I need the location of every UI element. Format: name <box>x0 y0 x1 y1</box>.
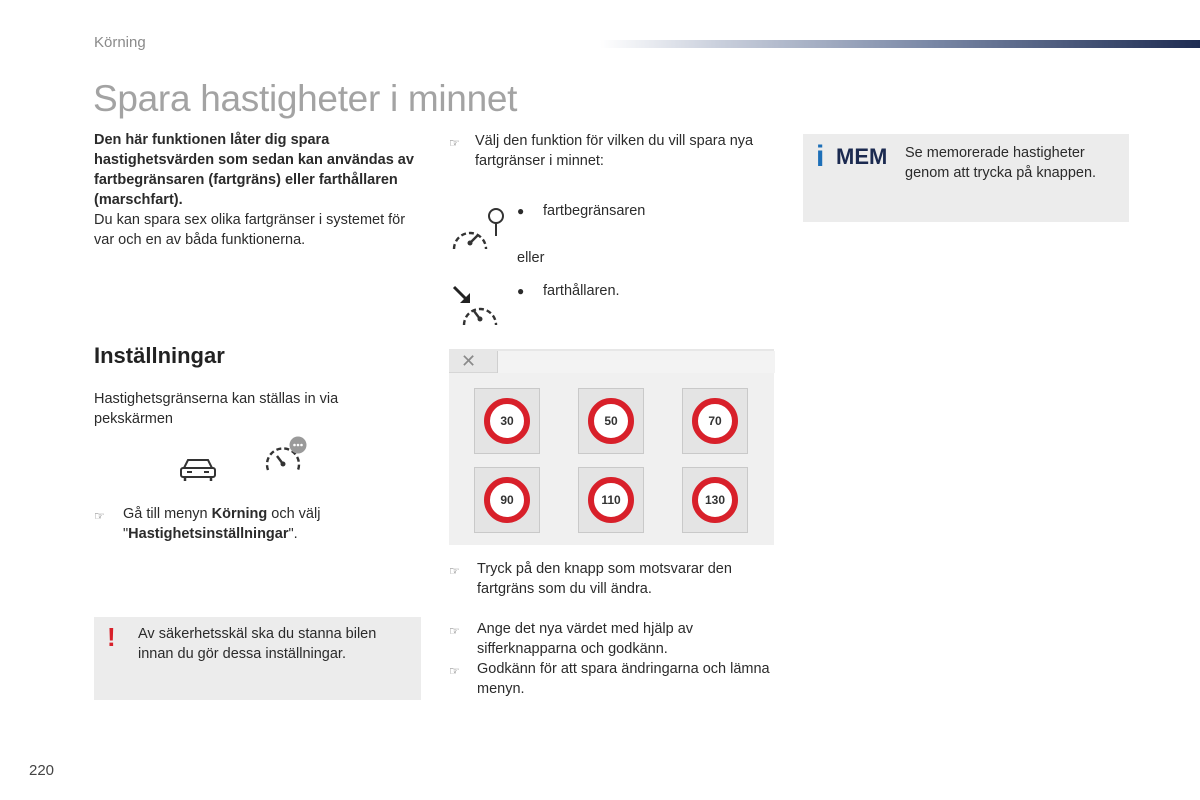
intro-bold-text: Den här funktionen låter dig spara hastighetsvärden som sedan kan användas av fartbegränsaren (fartgräns) eller farthållaren (marschfart). <box>94 132 414 208</box>
warning-text: Av säkerhetsskäl ska du stanna bilen innan du gör dessa inställningar. <box>138 626 377 662</box>
speed-button-70[interactable] <box>682 388 748 454</box>
info-text: Se memorerade hastigheter genom att trycka på knappen. <box>905 145 1097 181</box>
or-text: eller <box>517 250 545 266</box>
step-tap <box>449 559 779 599</box>
step-enter <box>449 619 779 659</box>
speed-button-110[interactable] <box>578 467 644 533</box>
option-cruise-control <box>517 281 620 301</box>
speed-sign-130: 130 <box>692 477 738 523</box>
speed-sign-70: 70 <box>692 398 738 444</box>
settings-text: Hastighetsgränserna kan ställas in via pekskärmen <box>94 391 339 427</box>
instruction-prefix: Gå till menyn <box>123 506 212 522</box>
instruction-item-name: Hastighetsinställningar <box>128 526 289 542</box>
step-confirm-text: Godkänn för att spara ändringarna och lämna menyn. <box>477 661 770 697</box>
instruction-middle: och välj <box>267 506 321 522</box>
speed-limiter-icon <box>450 205 510 260</box>
option-speed-limiter <box>517 201 645 221</box>
bullet-dot: ● <box>517 284 525 298</box>
step-tap-text: Tryck på den knapp som motsvarar den fartgräns som du vill ändra. <box>477 561 732 597</box>
option-speed-limiter-label: fartbegränsaren <box>543 203 646 219</box>
step-confirm <box>449 659 779 699</box>
page-title: Spara hastigheter i minnet <box>93 78 518 119</box>
speed-sign-50: 50 <box>588 398 634 444</box>
select-function-text: Välj den funktion för vilken du vill spara nya fartgränser i minnet: <box>475 133 754 169</box>
page-number: 220 <box>29 762 55 779</box>
option-cruise-control-label: farthållaren. <box>543 283 620 299</box>
mem-button-icon: MEM <box>836 144 888 169</box>
select-function-instruction <box>449 131 779 171</box>
step-enter-text: Ange det nya värdet med hjälp av sifferknapparna och godkänn. <box>477 621 694 657</box>
speed-sign-110: 110 <box>588 477 634 523</box>
close-icon[interactable]: ✕ <box>461 351 477 371</box>
warning-icon: ! <box>107 622 116 652</box>
section-label: Körning <box>94 34 146 51</box>
pointer-icon: ☞ <box>449 624 460 638</box>
driving-gauge-icon <box>264 436 310 478</box>
quote-open: " <box>123 526 129 542</box>
pointer-icon: ☞ <box>449 136 460 150</box>
intro-block <box>94 130 424 250</box>
speed-button-30[interactable] <box>474 388 540 454</box>
info-icon: i <box>816 140 825 173</box>
intro-text: Du kan spara sex olika fartgränser i systemet för var och en av båda funktionerna. <box>94 212 406 248</box>
speed-sign-90: 90 <box>484 477 530 523</box>
quote-close: ". <box>288 526 298 542</box>
settings-instruction <box>94 504 414 544</box>
speed-sign-30: 30 <box>484 398 530 444</box>
pointer-icon: ☞ <box>449 664 460 678</box>
speed-button-50[interactable] <box>578 388 644 454</box>
cruise-control-icon <box>450 283 510 333</box>
speed-button-90[interactable] <box>474 467 540 533</box>
instruction-menu-name: Körning <box>211 506 268 522</box>
car-icon <box>178 456 218 484</box>
settings-instruction-text <box>123 504 320 544</box>
speed-button-130[interactable] <box>682 467 748 533</box>
pointer-icon: ☞ <box>449 564 460 578</box>
panel-tab <box>497 351 775 373</box>
bullet-dot: ● <box>517 204 525 218</box>
header-gradient-bar <box>600 40 1200 48</box>
pointer-icon: ☞ <box>94 509 105 523</box>
settings-heading: Inställningar <box>94 343 225 368</box>
